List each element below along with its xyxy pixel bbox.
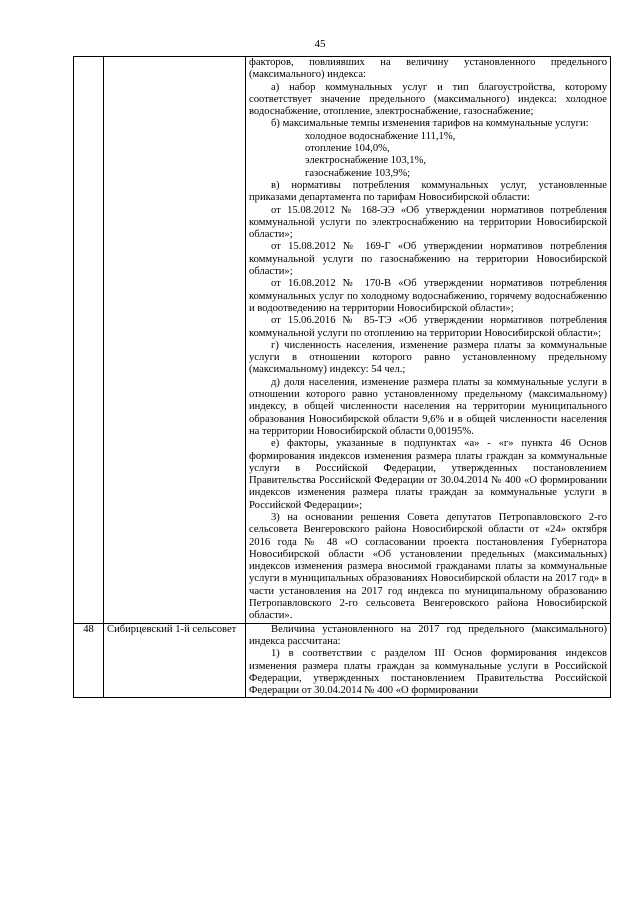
document-table-body [74, 57, 611, 698]
municipality-name-cell [104, 57, 246, 624]
row-number-cell: 48 [74, 623, 104, 698]
paragraph: д) доля населения, изменение размера платы за коммунальные услуги в отношении которого равно установленному предельному (максимальному) индексу, в общей численности населения на территории муниципального образования Новосибирской области 9,6% и в общей численности населения на территории Новосибирской области 0,00195%. [249, 376, 607, 437]
paragraph: холодное водоснабжение 111,1%, [305, 130, 456, 142]
paragraph: 1) в соответствии с разделом III Основ формирования индексов изменения размера платы граждан за коммунальные услуги в Российской Федерации, утвержденных постановлением Правительства Российской Федерации от 30.04.2014 № 400 «О формировании [249, 648, 607, 697]
paragraph: б) максимальные темпы изменения тарифов на коммунальные услуги: [271, 118, 589, 130]
page-number: 45 [314, 38, 326, 50]
table-row [74, 57, 611, 624]
paragraph: е) факторы, указанные в подпунктах «а» - «г» пункта 46 Основ формирования индексов изменения размера платы граждан за коммунальные услуги в Российской Федерации, утвержденных постановлением Правительства Российской Федерации от 30.04.2014 № 400 «О формировании индексов изменения размера платы граждан за коммунальные услуги в Российской Федерации»; [249, 438, 607, 511]
paragraph: в) нормативы потребления коммунальных услуг, установленные приказами департамента по тарифам Новосибирской области: [249, 179, 607, 204]
paragraph: электроснабжение 103,1%, [305, 155, 427, 167]
paragraph: Величина установленного на 2017 год предельного (максимального) индекса рассчитана: [249, 623, 607, 647]
paragraph: от 16.08.2012 № 170-В «Об утверждении нормативов потребления коммунальных услуг по холодному водоснабжению, горячему водоснабжению и водоотведению на территории Новосибирской области»; [249, 278, 607, 314]
justification-text-cell [246, 623, 611, 698]
paragraph: а) набор коммунальных услуг и тип благоустройства, которому соответствует значение предельного (максимального) индекса: холодное водоснабжение, отопление, электроснабжение, газоснабжение; [249, 81, 607, 118]
paragraph: от 15.06.2016 № 85-ТЭ «Об утверждении нормативов потребления коммунальной услуги по отоплению на территории Новосибирской области»; [249, 315, 607, 339]
justification-text-cell [246, 57, 611, 624]
paragraph: от 15.08.2012 № 168-ЭЭ «Об утверждении нормативов потребления коммунальной услуги по электроснабжению на территории Новосибирской области»; [249, 204, 607, 241]
paragraph: от 15.08.2012 № 169-Г «Об утверждении нормативов потребления коммунальной услуги по газоснабжению на территории Новосибирской области»; [249, 241, 607, 278]
paragraph: 3) на основании решения Совета депутатов Петропавловского 2-го сельсовета Венгеровского района Новосибирской области от «24» октября 2016 года № 48 «О согласовании проекта постановления Губернатора Новосибирской области «Об установлении предельных (максимальных) индексов изменения размера вносимой гражданами платы за коммунальные услуги в муниципальных образованиях Новосибирской области на 2017 год» в части установления на 2017 год индекса по муниципальному образованию Петропавловского 2-го сельсовета Венгеровского района Новосибирской области». [249, 511, 607, 622]
paragraph: факторов, повлиявших на величину установленного предельного (максимального) индекса: [249, 57, 607, 81]
paragraph: газоснабжение 103,9%; [305, 167, 411, 179]
table-row [74, 623, 611, 698]
document-table [73, 56, 611, 698]
row-number-cell [74, 57, 104, 624]
paragraph: г) численность населения, изменение размера платы за коммунальные услуги в отношении которого равно установленному предельному (максимальному) индексу: 54 чел.; [249, 339, 607, 376]
municipality-name-cell: Сибирцевский 1-й сельсовет [104, 623, 246, 698]
paragraph: отопление 104,0%, [305, 143, 390, 155]
